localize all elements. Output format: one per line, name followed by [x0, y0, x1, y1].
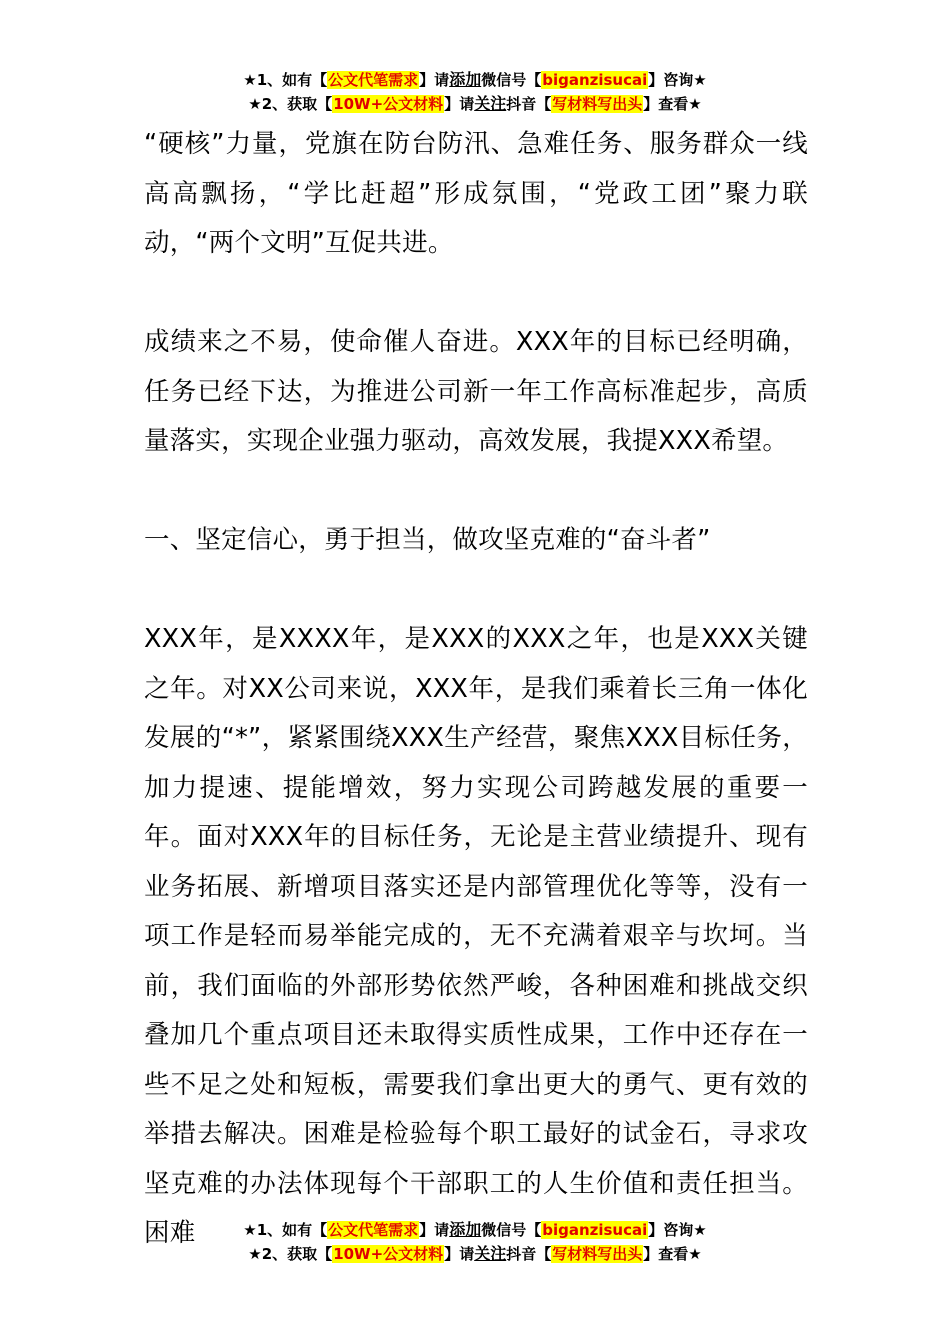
body-paragraph-1: “硬核”力量，党旗在防台防汛、急难任务、服务群众一线高高飘扬，“学比赶超”形成氛围，“党政工团”聚力联动，“两个文明”互促共进。	[144, 129, 808, 258]
body-paragraph-3: XXX年，是XXXX年，是XXX的XXX之年，也是XXX关键之年。对XX公司来说，XXX年，是我们乘着长三角一体化发展的“*”，紧紧围绕XXX生产经营，聚焦XXX目标任务，加力提速、提能增效，努力实现公司跨越发展的重要一年。面对XXX年的目标任务，无论是主营业绩提升、现有业务拓展、新增项目落实还是内部管理优化等等，没有一项工作是轻而易举能完成的，无不充满着艰辛与坎坷。当前，我们面临的外部形势依然严峻，各种困难和挑战交织叠加几个重点项目还未取得实质性成果，工作中还存在一些不足之处和短板，需要我们拿出更大的勇气、更有效的举措去解决。困难是检验每个职工最好的试金石，寻求攻坚克难的办法体现每个干部职工的人生价值和责任担当。困难	[144, 624, 808, 1248]
banner-highlight: 10W+公文材料	[333, 95, 444, 113]
banner-text: 抖音【	[506, 95, 552, 113]
banner-text: 】请	[419, 71, 450, 89]
banner-wechat-id: biganzisucai	[542, 1221, 648, 1239]
banner-text: 】查看★	[643, 95, 702, 113]
footer-banner-line-2	[0, 1242, 950, 1266]
banner-emphasis: 关注	[474, 94, 507, 113]
footer-banner	[0, 1218, 950, 1266]
banner-text: 】咨询★	[648, 71, 707, 89]
document-body	[144, 120, 808, 1259]
header-banner	[0, 68, 950, 116]
banner-highlight: 公文代笔需求	[328, 71, 419, 89]
banner-text: ★1、如有【	[243, 71, 328, 89]
header-banner-line-2	[0, 92, 950, 116]
paragraph-spacer	[144, 269, 808, 319]
section-heading: 一、坚定信心，勇于担当，做攻坚克难的“奋斗者”	[144, 525, 711, 555]
banner-text: 微信号【	[481, 71, 542, 89]
banner-text: 】查看★	[643, 1245, 702, 1263]
banner-text: 微信号【	[481, 1221, 542, 1239]
banner-text: 】请	[444, 1245, 475, 1263]
paragraph-spacer	[144, 467, 808, 517]
footer-banner-line-1	[0, 1218, 950, 1242]
paragraph-spacer	[144, 566, 808, 616]
header-banner-line-1	[0, 68, 950, 92]
banner-text: 】请	[444, 95, 475, 113]
banner-emphasis: 关注	[474, 1244, 507, 1263]
banner-emphasis: 添加	[449, 1220, 482, 1239]
banner-text: ★1、如有【	[243, 1221, 328, 1239]
banner-douyin-account: 写材料写出头	[552, 1245, 643, 1263]
banner-douyin-account: 写材料写出头	[552, 95, 643, 113]
banner-wechat-id: biganzisucai	[542, 71, 648, 89]
banner-text: ★2、获取【	[248, 95, 333, 113]
banner-text: ★2、获取【	[248, 1245, 333, 1263]
banner-highlight: 10W+公文材料	[333, 1245, 444, 1263]
body-paragraph-2: 成绩来之不易，使命催人奋进。XXX年的目标已经明确，任务已经下达，为推进公司新一年工作高标准起步，高质量落实，实现企业强力驱动，高效发展，我提XXX希望。	[144, 327, 808, 456]
banner-text: 】咨询★	[648, 1221, 707, 1239]
banner-emphasis: 添加	[449, 70, 482, 89]
banner-highlight: 公文代笔需求	[328, 1221, 419, 1239]
banner-text: 抖音【	[506, 1245, 552, 1263]
banner-text: 】请	[419, 1221, 450, 1239]
